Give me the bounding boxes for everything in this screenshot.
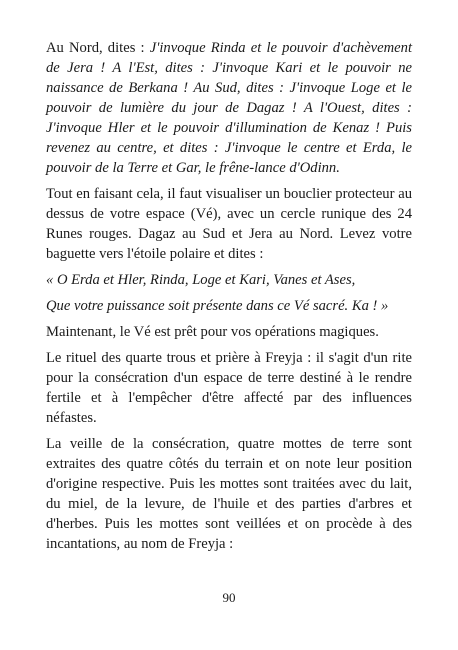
- paragraph-consecration: La veille de la consécration, quatre mottes de terre sont extraites des quatre côtés du terrain et on note leur position d'origine respective. Puis les mottes sont traitées avec du lait, du miel, de la levure, de l'huile et des parties d'arbres et d'herbes. Puis les mottes sont veillées et on procède à des incantations, au nom de Freyja :: [46, 436, 412, 552]
- body-text: [46, 38, 412, 560]
- paragraph-visualisation: Tout en faisant cela, il faut visualiser un bouclier protecteur au dessus de votre espace (Vé), avec un cercle runique des 24 Runes rouges. Dagaz au Sud et Jera au Nord. Levez votre baguette vers l'étoile polaire et dites :: [46, 186, 412, 262]
- paragraph-ready: Maintenant, le Vé est prêt pour vos opérations magiques.: [46, 324, 379, 340]
- paragraph-invocations: [46, 38, 412, 178]
- prayer-line-2: Que votre puissance soit présente dans ce Vé sacré. Ka ! »: [46, 298, 389, 314]
- paragraph-ritual: Le rituel des quarte trous et prière à Freyja : il s'agit d'un rite pour la consécration d'un espace de terre destiné à le rendre fertile et à l'empêcher d'être affecté par des influences néfastes.: [46, 350, 412, 426]
- page-number: 90: [222, 590, 236, 605]
- invocation-text: J'invoque Rinda et le pouvoir d'achèvement de Jera ! A l'Est, dites : J'invoque Kari et le pouvoir ne naissance de Berkana ! Au Sud, dites : J'invoque Loge et le pouvoir de lumière du jour de Dagaz ! A l'Ouest, dites : J'invoque Hler et le pouvoir d'illumination de Kenaz ! Puis revenez au centre, et dites : J'invoque le centre et Erda, le pouvoir de la Terre et Gar, le frêne-lance d'Odinn.: [46, 40, 412, 176]
- prayer-line-1: « O Erda et Hler, Rinda, Loge et Kari, Vanes et Ases,: [46, 272, 356, 288]
- invocation-intro: Au Nord, dites :: [46, 40, 150, 56]
